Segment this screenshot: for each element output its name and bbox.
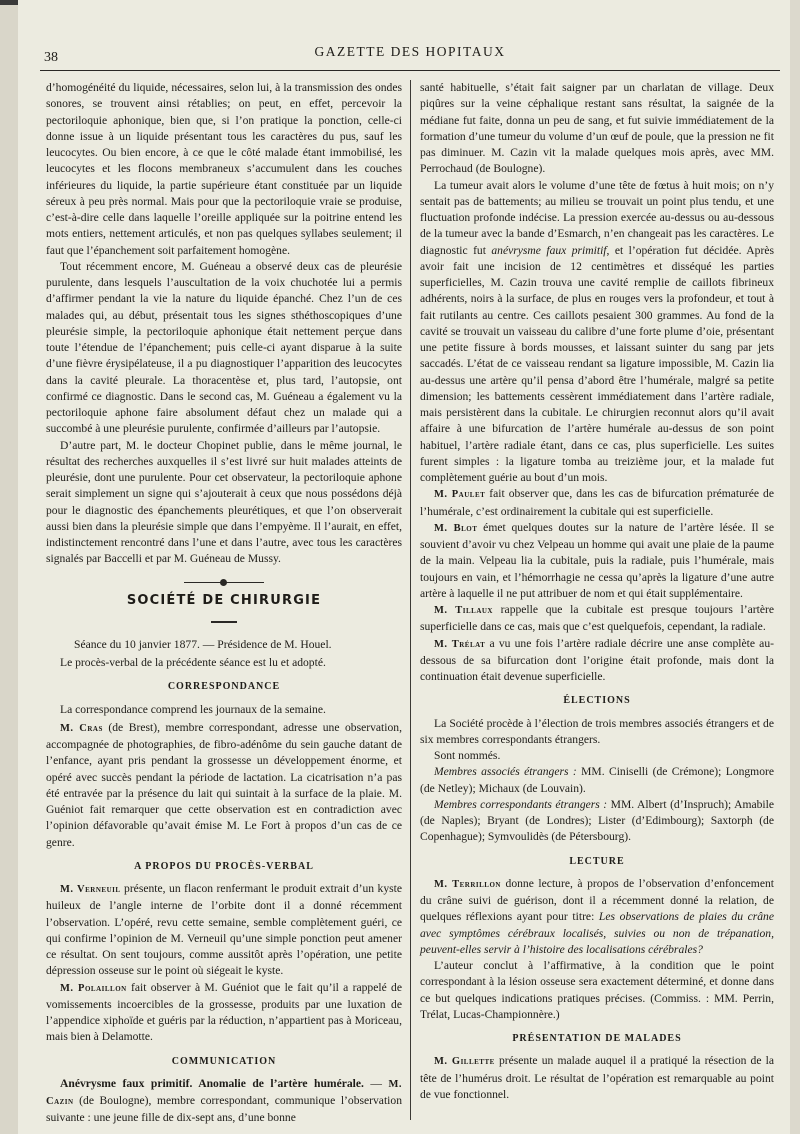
paragraph-polaillon [46, 980, 402, 1046]
category-label: Membres correspondants étrangers : [434, 797, 608, 811]
paragraph: santé habituelle, s’était fait saigner par un charlatan de village. Deux piqûres sur la veine céphalique restant sans résultat, la saignée de la médiane fut faite, donna un peu de sang, et fut suivie immédiatement de la formation d’une tumeur du volume d’un œuf de poule, que la pression ne fit pas diminuer. M. Cazin vit la malade quelques mois après, avec MM. Perrochaud (de Boulogne). [420, 81, 774, 176]
subheading-elections: ÉLECTIONS [563, 695, 631, 707]
lecture-title: Les observations de plaies du crâne avec symptômes cérébraux localisés, suivies ou non de trépanation, peuvent-elles servir à l’histoire des localisations cérébrales? [420, 910, 775, 956]
category-label: Membres associés étrangers : [434, 765, 577, 779]
seance-line: Séance du 10 janvier 1877. — Présidence de M. Houel. [74, 637, 332, 651]
society-title: SOCIÉTÉ DE CHIRURGIE [126, 592, 322, 608]
right-column [420, 80, 774, 1103]
separator-dot [220, 579, 227, 586]
column-divider [410, 80, 411, 1120]
paragraph-text: (de Brest), membre correspondant, adresse une observation, accompagnée de photographies, de fibro-adénôme du sein gauche datant de l’enfance, ayant pris pendant la grossesse un développement énorme, et opéré avec succès pendant la période de lactation. La cicatrisation n’a pas été entravée par la présence du lait qui suintait à la surface de la plaie. M. Guéniot fait remarquer que cette observation est en contradiction avec l’opinion défavorable qu’avait émise M. Le Fort à propos d’un cas de ce genre. [46, 720, 402, 849]
paragraph-gillette [420, 1053, 774, 1103]
speaker-name: M. Cras [60, 722, 103, 734]
communication-title: Anévrysme faux primitif. Anomalie de l’artère humérale. [60, 1076, 364, 1090]
paragraph-blot [420, 520, 774, 602]
subheading-correspondance: CORRESPONDANCE [167, 681, 281, 693]
speaker-name: M. Verneuil [60, 884, 121, 895]
subheading-proces-verbal: A PROPOS DU PROCÈS-VERBAL [134, 860, 314, 872]
page-number: 38 [44, 50, 58, 65]
page-header [40, 40, 780, 71]
member-list: MM. Albert (d’Inspruch); Amabile (de Naples); Bryant (de Londres); Lister (d’Edimbourg); Saxtorph (de Copenhague); Symvoulidès (de Pétersbourg). [420, 797, 774, 844]
paragraph: Sont nommés. [434, 749, 501, 762]
paragraph-tillaux [420, 602, 774, 636]
paragraph-text: fait observer à M. Guéniot que le fait qu’il a rappelé de vomissements incoercibles de la grossesse, produits par une luxation de l’appendice xiphoïde et guéris par la réduction, n’appartient pas à Moriceau, mais bien à Delamotte. [46, 980, 402, 1044]
page-right-edge [790, 0, 800, 1134]
speaker-name: M. Cazin [46, 1078, 403, 1107]
journal-title: GAZETTE DES HOPITAUX [314, 44, 506, 59]
paragraph: L’auteur conclut à l’affirmative, à la condition que le point correspondant à la lésion osseuse sera exactement déterminé, et donne dans ce but quelques indications pratiques précises. (Commiss. : MM. Perrin, Trélat, Lucas-Championnère.) [420, 959, 774, 1021]
paragraph-anevrysme [46, 1076, 402, 1127]
paragraph: D’autre part, M. le docteur Chopinet publie, dans le même journal, le résultat des recherches auxquelles il s’est livré sur huit malades atteints de pleurésie, dont une purulente. Pour cet observateur, la pectoriloquie aphone serait simplement un signe qui s’ajouterait à ceux que nous possédons déjà pour le diagnostic des épanchements pleurétiques, et que l’on observerait aussi bien dans la pleurésie simple que dans l’empyème. Il l’aurait, en effet, indistinctement rencontré dans l’une et dans l’autre, avec tous les caractères signalés par Baccelli et par M. Guéneau de Mussy. [46, 438, 402, 566]
member-list: MM. Ciniselli (de Crémone); Longmore (de Netley); Michaux (de Louvain). [420, 765, 774, 795]
subheading-lecture: LECTURE [569, 855, 625, 867]
paragraph: Tout récemment encore, M. Guéneau a observé deux cas de pleurésie purulente, dans lesquels l’auscultation de la voix chuchotée lui a permis d’affirmer pendant la vie la nature du liquide épanché. Chez l’un de ces malades qui, au début, présentait tous les signes sthéthoscopiques d’une pleurésie simple, la pectoriloquie aphonique était nettement perçue dans toute l’étendue de l’épanchement; puis celle-ci ayant disparue à la suite d’une fièvre érysipélateuse, il a pu diagnostiquer l’apparition des leucocytes dans la cavité pleurale. La thoracentèse et, plus tard, l’autopsie, ont confirmé ce diagnostic. Dans le second cas, M. Guéneau a également vu la pectoriloquie aphone faire absolument défaut chez un malade qui a succombé à une pleurésie purulente, confirmée d’ailleurs par l’autopsie. [46, 259, 402, 436]
paragraph-verneuil [46, 881, 402, 980]
page-left-gutter [0, 0, 19, 1134]
paragraph: d’homogénéité du liquide, nécessaires, selon lui, à la transmission des ondes sonores, se trouvent ainsi rétablies; on peut, en effet, percevoir la pectoriloquie aphonique, bien que, si l’on pratique la ponction, celle-ci donne issue à un liquide présentant tous les caractères du pus, sauf les leucocytes. Ou bien encore, à ce que le côté malade étant immobilisé, les leucocytes et les flocons membraneux s’accumulent dans les couches inférieures du liquide, la partie supérieure étant constituée par un liquide séreux à peu près normal. Mais pour que la pectoriloquie vraie se produise, c’est-à-dire celle dans laquelle l’oreille appliquée sur la poitrine entend les mots entiers, nettement articulés, et non pas quelques syllabes seulement; il faut que l’épanchement soit parfaitement homogène. [46, 81, 402, 257]
paragraph-correspondants [420, 797, 774, 846]
paragraph-text: (de Boulogne), membre correspondant, communique l’observation suivante : une jeune fille de dix-sept ans, d’une bonne [46, 1094, 402, 1125]
paragraph-paulet [420, 486, 774, 520]
paragraph: La correspondance comprend les journaux de la semaine. [60, 702, 326, 716]
paragraph-text: a vu une fois l’artère radiale décrire une anse complète au-dessous de sa bifurcation dont l’origine était profonde, mais dont la continuation était devenue superficielle. [420, 636, 774, 683]
paragraph-trelat [420, 636, 774, 686]
proces-verbal-line: Le procès-verbal de la précédente séance est lu et adopté. [60, 656, 326, 669]
paragraph-text: La tumeur avait alors le volume d’une tête de fœtus à huit mois; on n’y sentait pas de battements; au milieu se trouvait un point plus tendu, et une fluctuation profonde indécise. La pression exercée au-dessus ou au-dessous de la tumeur avec la bande d’Esmarch, n’en changeait pas les caractères. Le diagnostic fut [420, 178, 774, 257]
paragraph-text: , et l’opération fut décidée. Après avoir fait une incision de 12 centimètres et disséqué les parties superficielles, M. Cazin trouva une cavité remplie de caillots fibrineux adhérents, noirs à la surface, de plus en rouges vers la profondeur, et tout à fait rutilants au centre. Ces caillots pesaient 300 grammes. Au fond de la cavité se trouvait un vaisseau du calibre d’une forte plume d’oie, présentant une petite fissure à bords mousses, et laissant suinter du sang par jets saccadés. L’état de ce vaisseau rendant sa ligature impossible, M. Cazin lia au-dessus une artère qu’il pensa d’abord être l’humérale, malgré sa petite dimension; les battements cessèrent immédiatement dans l’artère radiale, mais persistèrent dans la cubitale. Le chirurgien reconnut alors qu’il avait affaire à une bifurcation de l’artère humérale au-dessus de son point habituel, l’artère radiale étant, dans ce cas, plus superficielle. Les suites furent simples : la ligature tomba au treizième jour, et la malade fut complètement guérie au bout d’un mois. [420, 243, 774, 484]
paragraph-associes [420, 764, 774, 797]
title-underline [211, 621, 237, 623]
paragraph-cras [46, 720, 402, 851]
paragraph-terrillon [420, 876, 774, 958]
subheading-communication: COMMUNICATION [171, 1055, 277, 1067]
speaker-name: M. Blot [434, 522, 478, 534]
section-separator [184, 582, 264, 583]
speaker-name: M. Gillette [434, 1056, 495, 1068]
subheading-presentation: PRÉSENTATION DE MALADES [512, 1033, 682, 1044]
paragraph-text: rappelle que la cubitale est presque toujours l’artère superficielle dans ce cas, mais que c’est quelquefois, cependant, la radiale. [420, 603, 774, 634]
paragraph-text: présente un malade auquel il a pratiqué la résection de la tête de l’humérus droit. Le résultat de l’opération est remarquable au point de vue fonctionnel. [420, 1054, 774, 1101]
paragraph-text: fait observer que, dans les cas de bifurcation prématurée de l’humérale, c’est ordinairement la cubitale qui est superficielle. [420, 487, 774, 518]
paragraph-text: présente, un flacon renfermant le produit extrait d’un kyste huileux de l’angle interne de l’orbite dont il a donné récemment l’observation. L’opéré, revu cette semaine, semble complètement guéri, ce qui confirme l’opinion de M. Verneuil qu’une simple ponction peut amener ce résultat. On sent toujours, comme aussitôt après l’opération, une petite dépression osseuse sur le point où siégeait le kyste. [46, 882, 403, 978]
speaker-name: M. Paulet [434, 489, 486, 501]
paragraph: La Société procède à l’élection de trois membres associés étrangers et de six membres correspondants étrangers. [420, 716, 774, 746]
speaker-name: M. Tillaux [434, 605, 493, 616]
diagnosis-term: anévrysme faux primitif [491, 243, 607, 257]
paragraph-text: émet quelques doutes sur la nature de l’artère lésée. Il se souvient d’avoir vu chez Velpeau un homme qui avait une plaie de la paume de la main. Velpeau lia la cubitale, puis la radiale, puis l’humérale, mais toujours en vain, et l’hémorrhagie ne cessa qu’après la ligature d’une autre artère à laquelle il ne put attribuer de nom et qui était supplémentaire. [420, 520, 774, 600]
speaker-name: M. Terrillon [434, 878, 501, 890]
speaker-name: M. Polaillon [60, 982, 127, 994]
paragraph-text: donne lecture, à propos de l’observation d’enfoncement du crâne suivi de guérison, dont il a récemment donné la relation, de quelques réflexions ayant pour titre: [420, 876, 774, 924]
dash: — [363, 1076, 389, 1090]
left-column [46, 80, 402, 1127]
speaker-name: M. Trélat [434, 638, 486, 650]
paragraph [420, 178, 774, 487]
